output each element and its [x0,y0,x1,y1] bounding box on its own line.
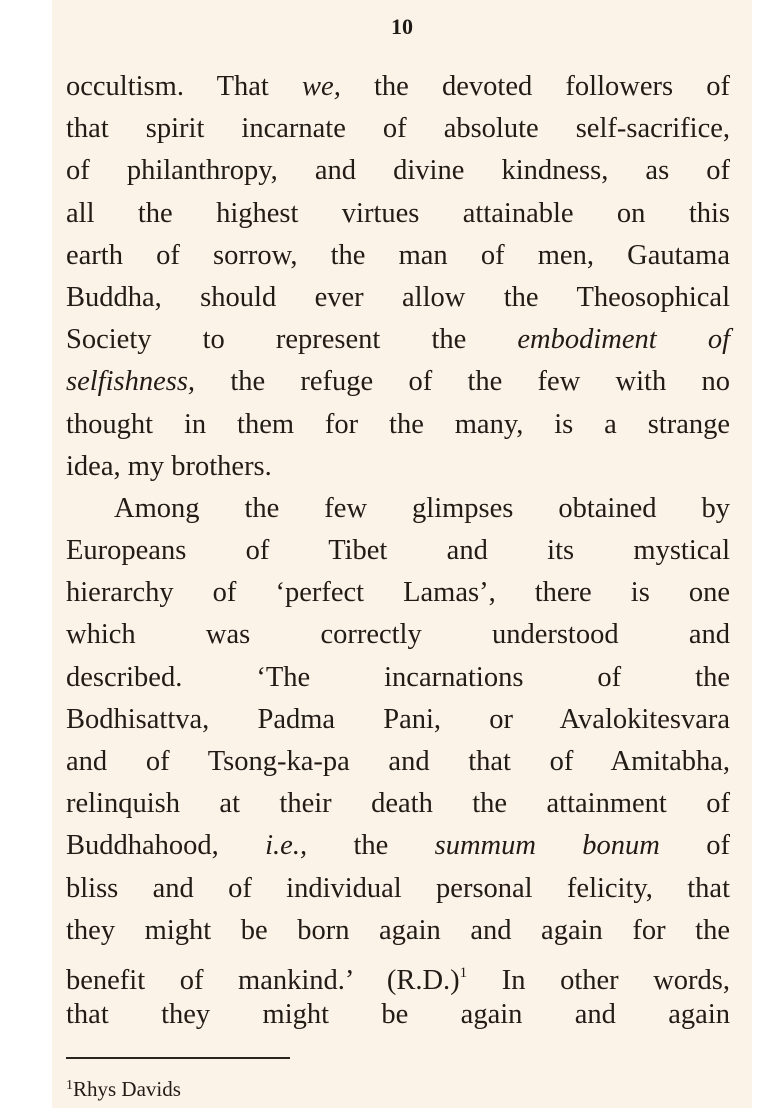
text-line [66,319,730,361]
paragraph [66,488,730,1036]
text-line [66,994,730,1036]
text-run: hierarchy of ‘perfect Lamas’, there is one [66,577,730,609]
text-run: of [659,830,730,862]
text-line [66,741,730,783]
page-number: 10 [391,14,413,39]
text-line [66,910,730,952]
text-run: the [307,830,435,862]
italic-text: i.e., [265,830,308,862]
footnote-marker: 1 [66,1078,73,1093]
italic-text: selfishness, [66,366,196,398]
text-line [66,657,730,699]
text-run: and of Tsong-ka-pa and that of Amitabha, [66,746,730,777]
paragraph [66,66,730,488]
text-line [66,530,730,572]
text-run: Among the few glimpses obtained by [114,492,730,524]
text-run: the devoted followers of [340,71,730,102]
text-run: of philanthropy, and divine kindness, as of [66,155,730,187]
text-line [66,66,730,108]
text-line [66,235,730,277]
italic-text: embodiment of [517,324,730,356]
book-page [52,0,752,1108]
text-line [66,150,730,192]
text-line [66,193,730,235]
text-run: Society to represent the [66,324,518,356]
text-line [66,868,730,910]
text-line [66,952,730,994]
text-line [66,572,730,614]
footnote [66,1077,181,1102]
italic-text: we, [302,71,341,102]
text-line [66,783,730,825]
footnote-text: Rhys Davids [73,1077,181,1101]
text-run: they might be born again and again for the [66,914,730,946]
text-line [66,488,730,530]
footnote-reference: 1 [459,964,468,981]
text-run: described. ‘The incarnations of the [66,661,730,693]
text-line [66,446,730,488]
italic-text: summum bonum [434,830,660,862]
text-run: all the highest virtues attainable on this [66,197,730,229]
text-run: that spirit incarnate of absolute self-sacrifice, [66,113,730,145]
text-line [66,361,730,403]
text-run: earth of sorrow, the man of men, Gautama [66,239,730,271]
text-run: bliss and of individual personal felicity, that [66,872,730,904]
text-run: occultism. That [66,71,303,102]
text-line [66,825,730,867]
text-run: In other words, [467,964,730,996]
text-run: Bodhisattva, Padma Pani, or Avalokitesvara [66,703,730,735]
text-run: Buddha, should ever allow the Theosophical [66,281,730,313]
body-text [66,66,730,1036]
text-run: the refuge of the few with no [195,366,730,398]
text-run: thought in them for the many, is a strange [66,408,730,440]
text-run: Europeans of Tibet and its mystical [66,535,730,567]
text-run: Buddhahood, [66,830,266,862]
text-run: benefit of mankind.’ (R.D.) [66,964,460,996]
text-run: which was correctly understood and [66,619,730,651]
footnote-divider [66,1057,290,1059]
text-run: that they might be again and again [66,999,730,1031]
text-run: relinquish at their death the attainment of [66,788,730,820]
text-line [66,108,730,150]
text-line [66,404,730,446]
text-line [66,277,730,319]
text-line [66,614,730,656]
text-run: idea, my brothers. [66,450,272,482]
text-line [66,699,730,741]
